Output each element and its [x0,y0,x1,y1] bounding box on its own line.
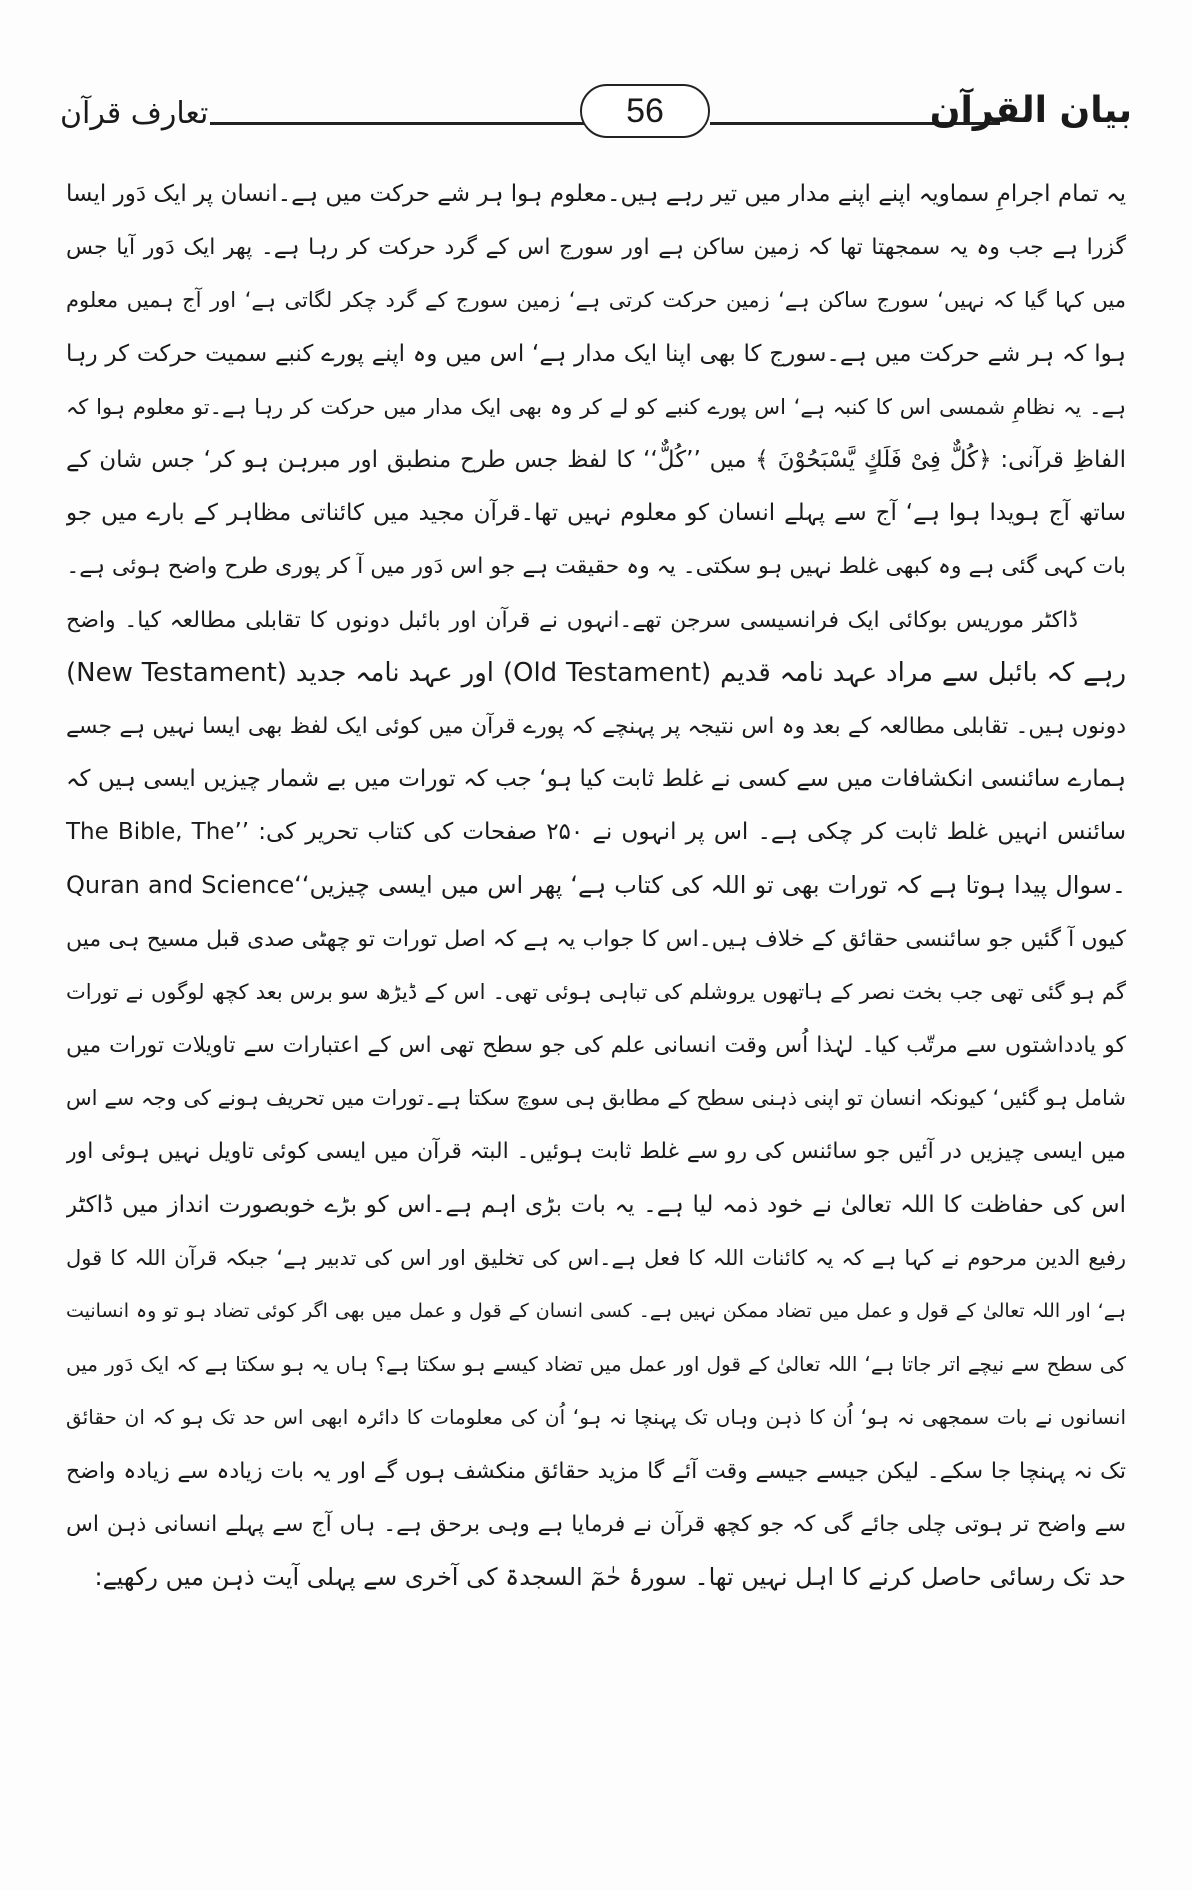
text-line: Quran and Science‘‘۔سوال پیدا ہوتا ہے کہ تورات بھی تو اللہ کی کتاب ہے‘ پھر اس میں ایسی چیزیں [66,871,1126,900]
text-line-quranic-verse: الفاظِ قرآنی: ﴿كُلٌّ فِیْ فَلَكٍ یَّسْبَحُوْنَ ﴾ میں ’’كُلٌّ‘‘ کا لفظ جس طرح منطبق اور مبرہن ہو کر‘ جس شان کے [66,446,1126,473]
text-line: ہے۔ یہ نظامِ شمسی اس کا کنبہ ہے‘ اس پورے کنبے کو لے کر وہ بھی ایک مدار میں حرکت کر رہا ہے۔تو معلوم ہوا کہ [66,394,1126,419]
text-line: میں کہا گیا کہ نہیں‘ سورج ساکن ہے‘ زمین حرکت کرتی ہے‘ زمین سورج کے گرد چکر لگاتی ہے‘ اور آج ہمیں معلوم [66,288,1126,313]
section-title: تعارف قرآن [60,96,209,131]
text-line: تک نہ پہنچا جا سکے۔ لیکن جیسے جیسے وقت آئے گا مزید حقائق منکشف ہوں گے اور یہ بات زیادہ سے زیادہ واضح [66,1458,1126,1484]
text-line: گزرا ہے جب وہ یہ سمجھتا تھا کہ زمین ساکن ہے اور سورج اس کے گرد حرکت کر رہا ہے۔ پھر ایک دَور آیا جس [66,235,1126,261]
paragraph-2 [66,594,1126,1605]
paragraph-1 [66,168,1126,594]
text-line: سائنس انہیں غلط ثابت کر چکی ہے۔ اس پر انہوں نے ۲۵۰ صفحات کی کتاب تحریر کی: ’’The Bible, The [66,819,1126,846]
text-line: ڈاکٹر موریس بوکائی ایک فرانسیسی سرجن تھے۔انہوں نے قرآن اور بائبل دونوں کا تقابلی مطالعہ کیا۔ واضح [66,607,1078,633]
text-line: دونوں ہیں۔ تقابلی مطالعہ کے بعد وہ اس نتیجہ پر پہنچے کہ پورے قرآن میں کوئی ایک لفظ بھی ایسا نہیں ہے جسے [66,713,1126,739]
text-line: ہوا کہ ہر شے حرکت میں ہے۔سورج کا بھی اپنا ایک مدار ہے‘ اس میں وہ اپنے پورے کنبے سمیت حرکت کر رہا [66,340,1126,367]
text-line: بات کہی گئی ہے وہ کبھی غلط نہیں ہو سکتی۔ یہ وہ حقیقت ہے جو اس دَور میں آ کر پوری طرح واضح ہوئی ہے۔ [66,554,1126,580]
text-line: کیوں آ گئیں جو سائنسی حقائق کے خلاف ہیں۔اس کا جواب یہ ہے کہ اصل تورات تو چھٹی صدی قبل مسیح ہی میں [66,926,1126,952]
text-line: ہے‘ اور اللہ تعالیٰ کے قول و عمل میں تضاد ممکن نہیں ہے۔ کسی انسان کے قول و عمل میں بھی اگر کوئی تضاد ہو تو وہ انسانیت [66,1299,1126,1322]
body-text [66,168,1126,1604]
text-line: سے واضح تر ہوتی چلی جائے گی کہ جو کچھ قرآن نے فرمایا ہے وہی برحق ہے۔ ہاں آج سے پہلے انسانی ذہن اس [66,1511,1126,1537]
text-line: رفیع الدین مرحوم نے کہا ہے کہ یہ کائنات اللہ کا فعل ہے۔اس کی تخلیق اور اس کی تدبیر ہے‘ جبکہ قرآن اللہ کا قول [66,1245,1126,1270]
text-line: کو یادداشتوں سے مرتّب کیا۔ لہٰذا اُس وقت انسانی علم کی جو سطح تھی اس کے اعتبارات سے تاویلات تورات میں [66,1033,1126,1058]
text-line: حد تک رسائی حاصل کرنے کا اہل نہیں تھا۔ سورۂ حٰمٓ السجدۃ کی آخری سے پہلی آیت ذہن میں رکھیے: [94,1562,1126,1591]
header-rule-left [210,122,585,125]
text-line: یہ تمام اجرامِ سماویہ اپنے اپنے مدار میں تیر رہے ہیں۔معلوم ہوا ہر شے حرکت میں ہے۔انسان پر ایک دَور ایسا [66,181,1126,207]
text-line: میں ایسی چیزیں در آئیں جو سائنس کی رو سے غلط ثابت ہوئیں۔ البتہ قرآن میں ایسی کوئی تاویل نہیں ہوئی اور [66,1139,1126,1165]
text-line: ہمارے سائنسی انکشافات میں سے کسی نے غلط ثابت کیا ہو‘ جب کہ تورات میں بے شمار چیزیں ایسی ہیں کہ [66,766,1126,793]
text-line: اس کی حفاظت کا اللہ تعالیٰ نے خود ذمہ لیا ہے۔ یہ بات بڑی اہم ہے۔اس کو بڑے خوبصورت انداز میں ڈاکٹر [66,1191,1126,1218]
text-line: گم ہو گئی تھی جب بخت نصر کے ہاتھوں یروشلم کی تباہی ہوئی تھی۔ اس کے ڈیڑھ سو برس بعد کچھ لوگوں نے تورات [66,979,1126,1004]
text-line: انسانوں نے بات سمجھی نہ ہو‘ اُن کا ذہن وہاں تک پہنچا نہ ہو‘ اُن کی معلومات کا دائرہ ابھی اس حد تک ہو کہ ان حقائق [66,1405,1126,1430]
book-title: بیان القرآن [929,90,1132,131]
text-line: کی سطح سے نیچے اتر جاتا ہے‘ اللہ تعالیٰ کے قول اور عمل میں تضاد کیسے ہو سکتا ہے؟ ہاں یہ ہو سکتا ہے کہ ایک دَور میں [66,1352,1126,1377]
text-line: ساتھ آج ہویدا ہوا ہے‘ آج سے پہلے انسان کو معلوم نہیں تھا۔قرآن مجید میں کائناتی مظاہر کے بارے میں جو [66,500,1126,527]
text-line: رہے کہ بائبل سے مراد عہد نامہ قدیم (Old Testament) اور عہد نامہ جدید (New Testament) [66,657,1126,688]
page-header [60,84,1132,144]
text-line: شامل ہو گئیں‘ کیونکہ انسان تو اپنی ذہنی سطح کے مطابق ہی سوچ سکتا ہے۔تورات میں تحریف ہونے کی وجہ سے اس [66,1086,1126,1111]
page-number: 56 [580,84,710,138]
